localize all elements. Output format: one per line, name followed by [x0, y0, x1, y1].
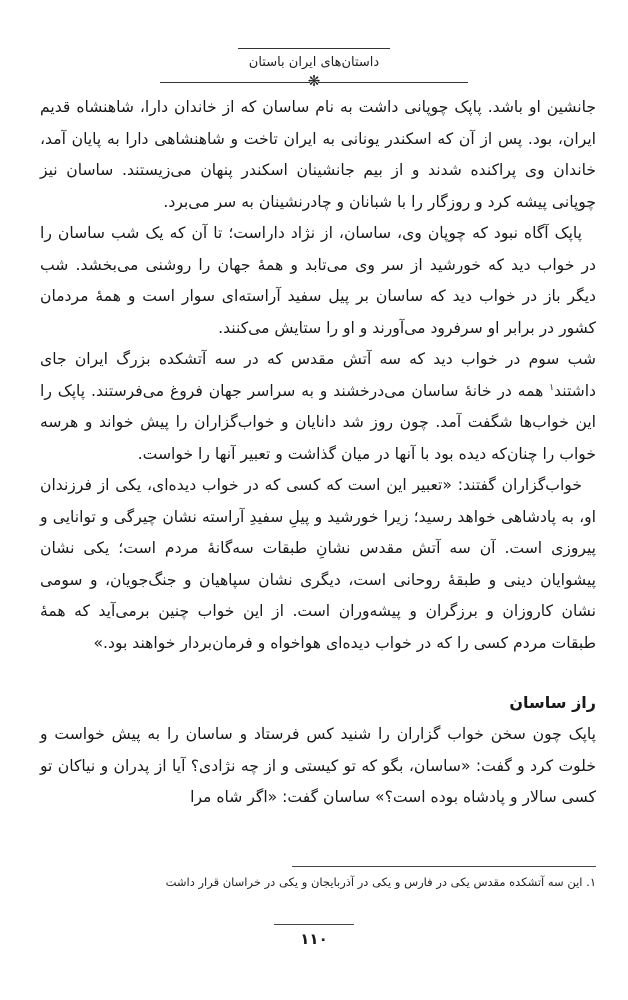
paragraph-1: جانشین او باشد. پاپک چوپانی داشت به نام ساسان که از خاندان دارا، شاهنشاه قدیم ایران، بود. پس از آن که اسکندر یونانی به ایران تاخت و شاهنشاهی دارا به پایان آمد، خاندان وی پراکنده شدند و از بیم جانشینان اسکندر پنهان می‌زیستند. ساسان نیز چوپانی پیشه کرد و روزگار را با شبانان و چادرنشینان به سر می‌برد.: [40, 98, 596, 211]
footnote-marker: ۱: [549, 382, 555, 393]
section-heading: راز ساسان: [509, 693, 596, 712]
page-number: ۱۱۰: [300, 930, 328, 948]
paragraph-5: پاپک چون سخن خواب گزاران را شنید کس فرستاد و ساسان را به پیش خواست و خلوت کرد و گفت: «ساسان، بگو که تو کیستی و از چه نژادی؟ آیا از پدران و نیاکان تو کسی سالار و پادشاه بوده است؟» ساسان گفت: «اگر شاه مرا: [40, 725, 596, 806]
paragraph-4: خواب‌گزاران گفتند: «تعبیر این است که کسی که در خواب دیده‌ای، یکی از فرزندان او، به پادشاهی خواهد رسید؛ زیرا خورشید و پیلِ سفیدِ آراسته نشان چیرگی و توانایی و پیروزی است. آن سه آتش مقدس نشانِ طبقات سه‌گانهٔ مردم است؛ یکی نشان پیشوایان دینی و طبقهٔ روحانی است، دیگری نشان سپاهیان و جنگ‌جویان، و سومی نشان کاروزان و برزگران و پیشه‌وران است. از این خواب چنین برمی‌آید که همهٔ طبقات مردم کسی را که در خواب دیده‌ای هواخواه و فرمان‌بردار خواهند بود.»: [40, 476, 596, 652]
body-text: [40, 92, 596, 814]
paragraph-3-part-1: شب سوم در خواب دید که سه آتش مقدس که در سه آتشکده بزرگ ایران جای داشتند: [40, 350, 596, 400]
paragraph-3-part-2: همه در خانهٔ ساسان می‌درخشند و به سراسر جهان فروغ می‌فرستند. پاپک را این خواب‌ها شگفت آمد. چون روز شد دانایان و خواب‌گزاران را پیش خواند و هرسه خواب را چنان‌که دیده بود با آنها در میان گذاشت و تعبیر آنها را خواست.: [40, 381, 596, 463]
footnote-text: ۱. این سه آتشکده مقدس یکی در فارس و یکی در آذربایجان و یکی در خراسان قرار داشت: [165, 875, 596, 889]
header-rule-right: [318, 82, 468, 83]
footnote-rule: [292, 866, 596, 867]
header-top-rule: [238, 48, 390, 49]
running-header-title: داستان‌های ایران باستان: [248, 55, 380, 70]
section-gap: [40, 659, 596, 687]
page-number-rule: [274, 924, 354, 925]
ornament-icon: ❋: [307, 72, 321, 90]
header-rule-left: [160, 82, 310, 83]
paragraph-3: [40, 344, 596, 470]
paragraph-2: پاپک آگاه نبود که چوپان وی، ساسان، از نژاد داراست؛ تا آن که یک شب ساسان را در خواب دید که خورشید از سر وی می‌تابد و همهٔ جهان را روشنی می‌بخشد. شب دیگر باز در خواب دید که ساسان بر پیل سفید آراسته‌ای سوار است و همهٔ مردمان کشور در برابر او سرفرود می‌آورند و او را ستایش می‌کنند.: [40, 224, 596, 337]
